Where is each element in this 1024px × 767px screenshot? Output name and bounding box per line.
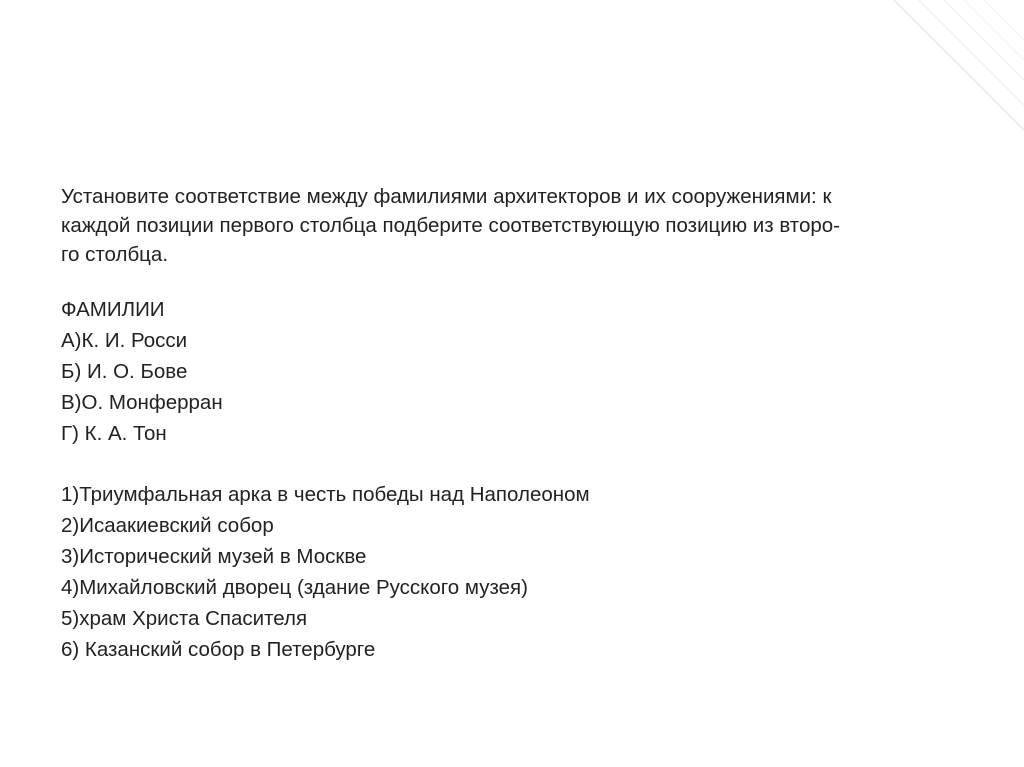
architect-item: Б) И. О. Бове [61,360,188,383]
corner-decoration [824,0,1024,200]
building-item: 6) Казанский собор в Петербурге [61,638,376,661]
architect-item: А)К. И. Росси [61,329,188,352]
buildings-list [61,479,971,665]
architects-list [61,325,971,449]
building-item: 1)Триумфальная арка в честь победы над Наполеоном [61,483,590,506]
task-content [61,182,971,665]
building-item: 5)храм Христа Спасителя [61,607,308,630]
spacer [61,449,971,479]
building-item: 3)Исторический музей в Москве [61,545,367,568]
architects-heading: ФАМИЛИИ [61,298,165,321]
spacer [61,269,971,294]
building-item: 4)Михайловский дворец (здание Русского музея) [61,576,528,599]
architect-item: Г) К. А. Тон [61,422,167,445]
architect-item: В)О. Монферран [61,391,223,414]
building-item: 2)Исаакиевский собор [61,514,274,537]
task-instruction: Установите соответствие между фамилиями архитекторов и их сооружениями: к каждой позиции первого столбца подберите соответствующую позицию из второ- го столбца. [61,185,840,266]
